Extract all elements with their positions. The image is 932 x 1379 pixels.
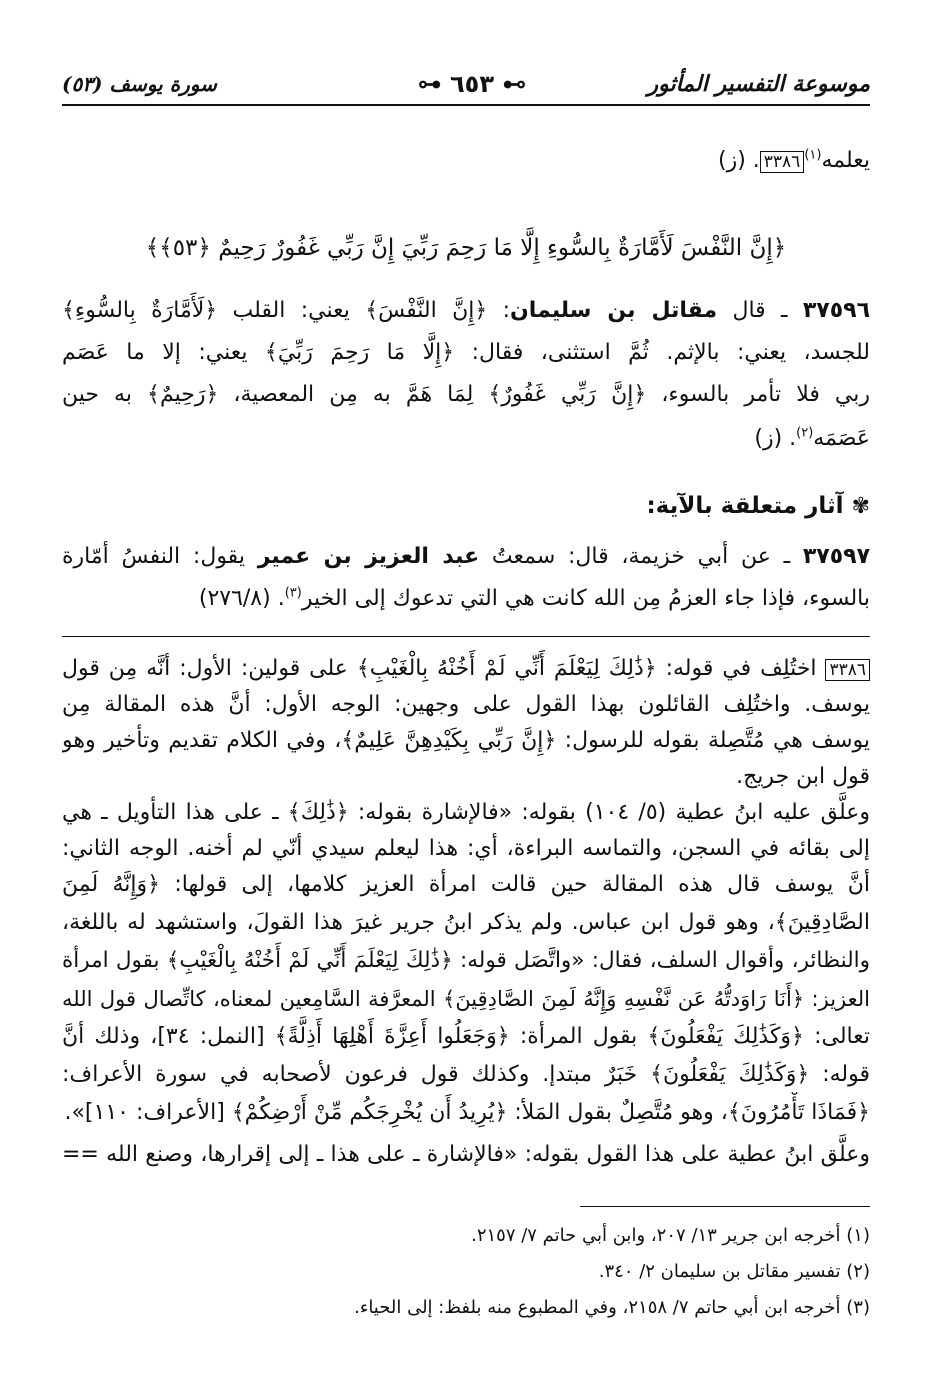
commentary-line-13: ﴿فَمَاذَا تَأْمُرُونَ﴾، وهو مُتَّصِلٌ بقول المَلأ: ﴿يُرِيدُ أَن يُخْرِجَكُم مِّنْ أَرْضِكُمْ﴾ [الأعراف: ١١٠]». [64,1100,870,1125]
commentary-box-number: ٣٣٨٦ [825,659,870,681]
ornament-flower-icon: ✾ [851,494,870,519]
ornament-left-icon: ⊶ [502,70,527,98]
text-segment: اختُلِف في قوله: ﴿ذَٰلِكَ لِيَعْلَمَ أَنِّي لَمْ أَخُنْهُ بِالْغَيْبِ﴾ على قولين: الأول: أنَّه مِن قول [62,656,826,681]
commentary-line-11: تعالى: ﴿وَكَذَٰلِكَ يَفْعَلُونَ﴾ بقول المرأة: ﴿وَجَعَلُوا أَعِزَّةَ أَهْلِهَا أَذِلَّةً﴾ [النمل: ٣٤]، وذلك أنَّ [62,1024,870,1049]
commentary-line-4: قول ابن جريج. [736,764,870,789]
narrator-name: عبد العزيز بن عمير [257,544,480,569]
text-segment: ـ قال [717,298,803,323]
commentary-line-3: يوسف هي مُتَّصِلة بقوله للرسول: ﴿إِنَّ رَبِّي بِكَيْدِهِنَّ عَلِيمٌ﴾، وفي الكلام تقديم وتأخير وهو [62,728,870,753]
commentary-line-2: يوسف. واختُلِف القائلون بهذا القول على وجهين: الوجه الأول: أنَّ هذه المقالة مِن [62,692,870,717]
footnote-divider [580,1206,870,1207]
commentary-divider [62,636,870,637]
continuation-tail: . (ز) [718,148,760,173]
surah-name: سورة يوسف (٥٣) [62,72,217,96]
footnote-ref-2[interactable]: (٢) [796,425,814,441]
commentary-line-9: والنظائر، وأقوال السلف، فقال: «واتَّصَل قوله: ﴿ذَٰلِكَ لِيَعْلَمَ أَنِّي لَمْ أَخُنْهُ بِالْغَيْبِ﴾ بقول امرأة [62,948,870,973]
footnote-3: (٣) أخرجه ابن أبي حاتم ٧/ ٢١٥٨، وفي المطبوع منه بلفظ: إلى الحياء. [354,1297,870,1318]
section-heading [646,486,870,527]
footnote-2: (٢) تفسير مقاتل بن سليمان ٢/ ٣٤٠. [598,1261,870,1282]
text-segment: عَصَمَه [813,426,870,451]
narration-37596-line-1 [62,290,870,332]
commentary-line-8: الصَّادِقِينَ﴾، وهو قول ابن عباس. ولم يذكر ابنُ جرير غيرَ هذا القولَ، واستشهد له باللغة، [62,910,870,935]
footnote-ref-3[interactable]: (٣) [284,585,302,601]
text-segment: . (ز) [754,426,797,451]
text-segment: بالسوء، فإذا جاء العزمُ مِن الله كانت هي التي تدعوك إلى الخير [301,586,870,611]
continuation-line [62,140,870,182]
narration-number: ٣٧٥٩٦ [802,298,870,323]
footnote-1: (١) أخرجه ابن جرير ١٣/ ٢٠٧، وابن أبي حاتم ٧/ ٢١٥٧. [471,1225,870,1246]
footnote-ref-1[interactable]: (١) [804,147,822,163]
commentary-line-14: وعلَّق ابنُ عطية على هذا القول بقوله: «فالإشارة ـ على هذا ـ إلى إقرارها، وصنع الله == [62,1142,870,1167]
commentary-line-10: العزيز: ﴿أَنَا رَاوَدتُّهُ عَن نَّفْسِهِ وَإِنَّهُ لَمِنَ الصَّادِقِينَ﴾ المعرَّفة السَّامِعين لمعناه، كاتِّصال قول الله [62,987,870,1011]
page-number-group [402,66,542,102]
text-segment: ـ عن أبي خزيمة، قال: سمعتُ [479,544,803,569]
text-segment: . (٢٧٦/٨) [198,586,285,611]
commentary-line-6: إلى بقائه في السجن، والتماسه البراءة، أي: هذا ليعلم سيدي أنّي لم أخنه. الوجه الثاني: [62,836,870,861]
commentary-line-5: وعلَّق عليه ابنُ عطية (٥/ ١٠٤) بقوله: «فالإشارة بقوله: ﴿ذَٰلِكَ﴾ ـ على هذا التأويل ـ هي [62,800,870,825]
continuation-word: يعلمه [821,148,870,173]
commentary-line-12: قوله: ﴿وَكَذَٰلِكَ يَفْعَلُونَ﴾ خَبَرٌ مبتدإ. وكذلك قول فرعون لأصحابه في سورة الأعراف: [62,1062,870,1087]
narration-37597-line-1 [62,536,870,578]
narrator-name: مقاتل بن سليمان [510,298,718,323]
header-rule [62,104,870,106]
narration-37596-line-2: للجسد، يعني: بالإثم. ثُمَّ استثنى، فقال: ﴿إِلَّا مَا رَحِمَ رَبِّيَ﴾ يعني: إلا ما عَصَم [62,340,870,365]
running-header [62,66,870,106]
narration-37597-line-2 [62,578,870,620]
quran-verse: ﴿إِنَّ النَّفْسَ لَأَمَّارَةٌ بِالسُّوءِ إِلَّا مَا رَحِمَ رَبِّيَ إِنَّ رَبِّي غَفُورٌ رَحِيمٌ ﴿٥٣﴾﴾ [145,235,787,261]
narration-number: ٣٧٥٩٧ [802,544,870,569]
narration-37596-line-3: ربي فلا تأمر بالسوء، ﴿إِنَّ رَبِّي غَفُورٌ﴾ لِمَا هَمَّ به مِن المعصية، ﴿رَحِيمٌ﴾ به حين [62,382,870,407]
commentary-line-7: أنَّ يوسف قال هذه المقالة حين قالت امرأة العزيز كلامها، إلى قولها: ﴿وَإِنَّهُ لَمِنَ [62,872,870,897]
narration-37596-line-4 [62,418,870,460]
ornament-right-icon: ⊷ [417,70,442,98]
section-heading-text: آثار متعلقة بالآية: [646,493,844,519]
book-title: موسوعة التفسير المأثور [647,71,870,97]
page-number: ٦٥٣ [450,70,494,98]
commentary-box-ref[interactable]: ٣٣٨٦ [760,151,805,173]
text-segment: : ﴿إِنَّ النَّفْسَ﴾ يعني: القلب ﴿لَأَمَّارَةٌ بِالسُّوءِ﴾ [62,298,511,323]
text-segment: يقول: النفسُ أمّارة [62,544,258,569]
